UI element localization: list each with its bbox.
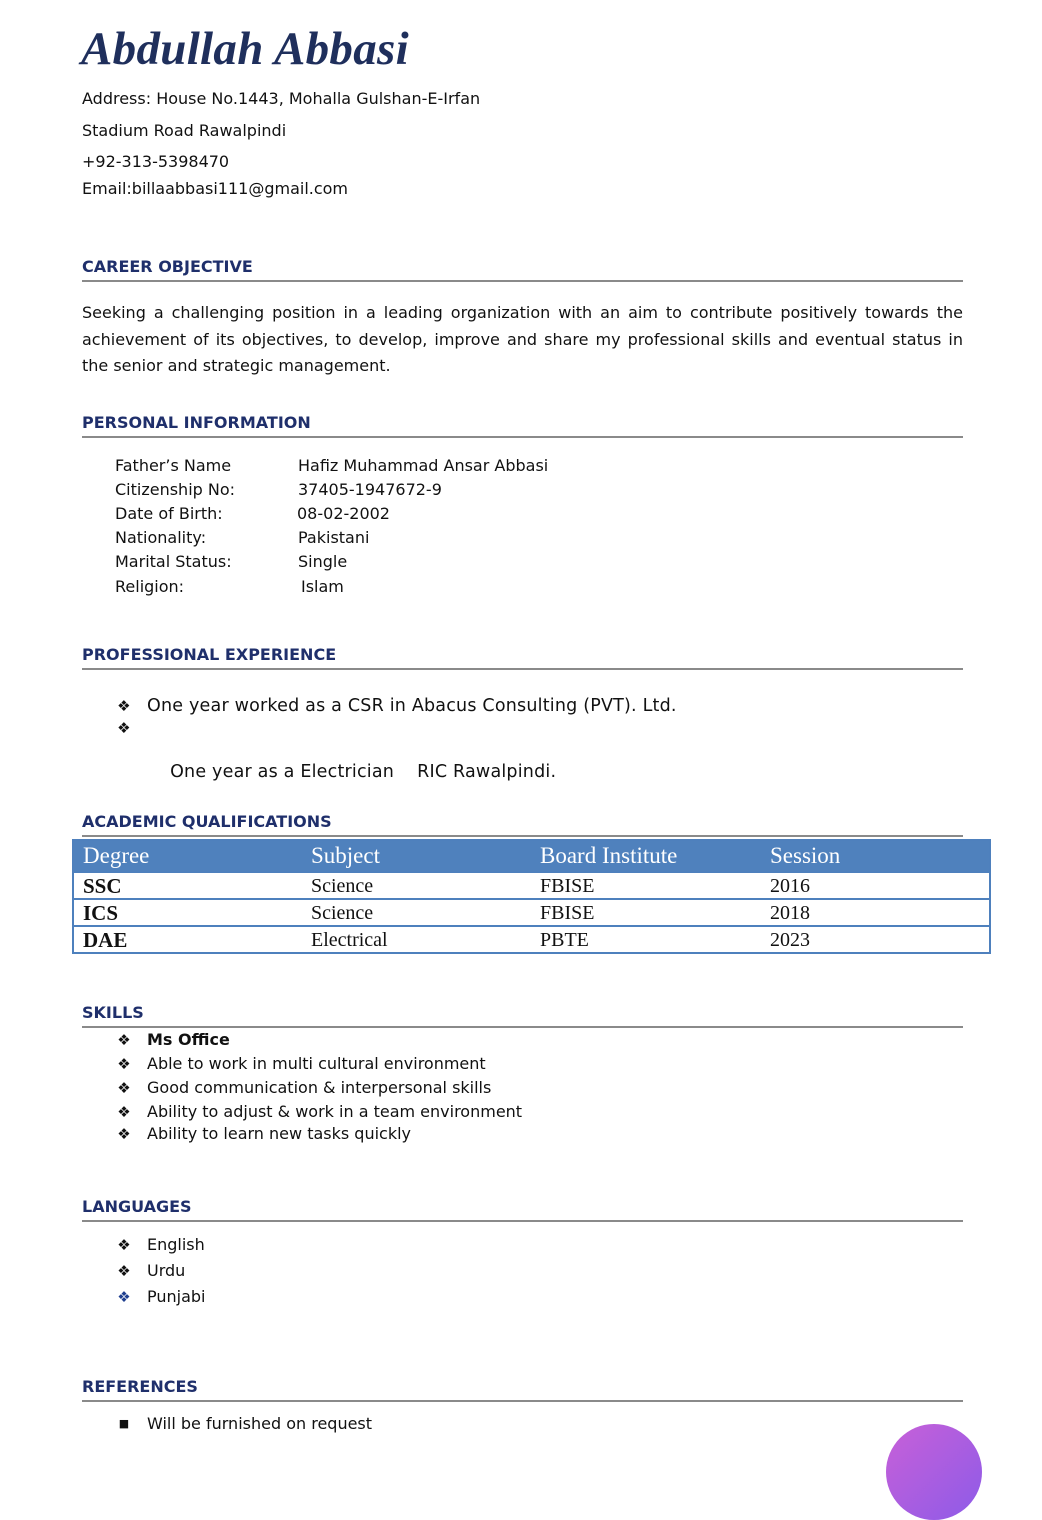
diamond-bullet-icon: ❖ — [117, 1103, 131, 1121]
language-item-text: English — [147, 1235, 205, 1254]
cell-subject: Science — [302, 899, 531, 926]
diamond-bullet-icon: ❖ — [117, 1262, 131, 1280]
column-header-board: Board Institute — [531, 840, 761, 872]
column-header-subject: Subject — [302, 840, 531, 872]
list-item — [115, 1235, 206, 1255]
list-item — [115, 1030, 522, 1050]
personal-information-heading: PERSONAL INFORMATION — [82, 413, 963, 438]
square-bullet-icon: ■ — [118, 1417, 130, 1430]
skill-item-text: Ability to learn new tasks quickly — [147, 1124, 412, 1143]
pi-label-marital-status: Marital Status: — [115, 552, 232, 571]
skills-heading: SKILLS — [82, 1003, 963, 1028]
list-item — [115, 1054, 522, 1074]
pi-label-fathers-name: Father’s Name — [115, 456, 232, 475]
column-header-session: Session — [761, 840, 990, 872]
list-item — [115, 1078, 522, 1098]
skill-item-text: Ability to adjust & work in a team environment — [147, 1102, 523, 1121]
list-item — [115, 695, 677, 717]
skill-item-text: Ms Office — [147, 1030, 230, 1049]
list-item — [115, 717, 677, 805]
academic-qualifications-heading: ACADEMIC QUALIFICATIONS — [82, 812, 963, 837]
pi-label-nationality: Nationality: — [115, 528, 207, 547]
table-header-row — [73, 840, 990, 872]
pi-label-date-of-birth: Date of Birth: — [115, 504, 223, 523]
diamond-bullet-icon: ❖ — [117, 1236, 131, 1254]
languages-heading: LANGUAGES — [82, 1197, 963, 1222]
experience-item-text: One year as a Electrician RIC Rawalpindi. — [170, 762, 557, 782]
list-item — [115, 1124, 522, 1144]
list-item — [115, 1414, 372, 1434]
pi-value-marital-status: Single — [298, 552, 348, 571]
table-row — [73, 899, 990, 926]
list-item — [115, 1287, 206, 1307]
language-item-text: Urdu — [147, 1261, 186, 1280]
pi-value-nationality: Pakistani — [298, 528, 370, 547]
skill-item-text: Good communication & interpersonal skills — [147, 1078, 492, 1097]
cell-board: FBISE — [531, 899, 761, 926]
career-objective-text: Seeking a challenging position in a leading organization with an aim to contribute positively towards the achievement of its objectives, to develop, improve and share my professional skills and eventual status in the senior and strategic management. — [82, 303, 963, 375]
resume-name: Abdullah Abbasi — [81, 23, 409, 75]
diamond-bullet-icon: ❖ — [117, 719, 131, 737]
list-item — [115, 1261, 206, 1281]
phone-number: +92-313-5398470 — [82, 152, 230, 171]
languages-list — [115, 1235, 206, 1307]
academic-table — [72, 839, 991, 954]
skill-item-text: Able to work in multi cultural environment — [147, 1054, 486, 1073]
cell-board: PBTE — [531, 926, 761, 953]
cell-subject: Electrical — [302, 926, 531, 953]
cell-session: 2018 — [761, 899, 990, 926]
cell-degree: DAE — [73, 926, 302, 953]
diamond-bullet-icon: ❖ — [117, 1125, 131, 1143]
cell-degree: SSC — [73, 872, 302, 899]
diamond-bullet-icon: ❖ — [117, 1079, 131, 1097]
pi-label-religion: Religion: — [115, 577, 185, 596]
diamond-bullet-icon: ❖ — [117, 1055, 131, 1073]
list-item — [115, 1102, 522, 1122]
table-row — [73, 872, 990, 899]
address-line-2: Stadium Road Rawalpindi — [82, 121, 287, 140]
reference-item-text: Will be furnished on request — [147, 1414, 373, 1433]
diamond-bullet-icon: ❖ — [117, 1288, 131, 1306]
table-row — [73, 926, 990, 953]
decorative-circle — [886, 1424, 982, 1520]
cell-subject: Science — [302, 872, 531, 899]
pi-label-citizenship: Citizenship No: — [115, 480, 236, 499]
email-address: Email:billaabbasi111@gmail.com — [82, 179, 349, 198]
address-line-1: Address: House No.1443, Mohalla Gulshan-E-Irfan — [82, 89, 481, 108]
pi-value-religion: Islam — [301, 577, 344, 596]
pi-value-citizenship: 37405-1947672-9 — [298, 480, 442, 499]
diamond-bullet-icon: ❖ — [117, 1031, 131, 1049]
career-objective-heading: CAREER OBJECTIVE — [82, 257, 963, 282]
references-heading: REFERENCES — [82, 1377, 963, 1402]
diamond-bullet-icon: ❖ — [117, 697, 131, 715]
experience-list — [115, 695, 677, 805]
cell-board: FBISE — [531, 872, 761, 899]
language-item-text: Punjabi — [147, 1287, 206, 1306]
skills-list — [115, 1030, 522, 1144]
pi-value-fathers-name: Hafiz Muhammad Ansar Abbasi — [298, 456, 549, 475]
professional-experience-heading: PROFESSIONAL EXPERIENCE — [82, 645, 963, 670]
cell-degree: ICS — [73, 899, 302, 926]
references-list — [115, 1414, 372, 1434]
experience-item-text: One year worked as a CSR in Abacus Consulting (PVT). Ltd. — [147, 696, 677, 716]
cell-session: 2023 — [761, 926, 990, 953]
pi-value-date-of-birth: 08-02-2002 — [297, 504, 390, 523]
column-header-degree: Degree — [73, 840, 302, 872]
cell-session: 2016 — [761, 872, 990, 899]
